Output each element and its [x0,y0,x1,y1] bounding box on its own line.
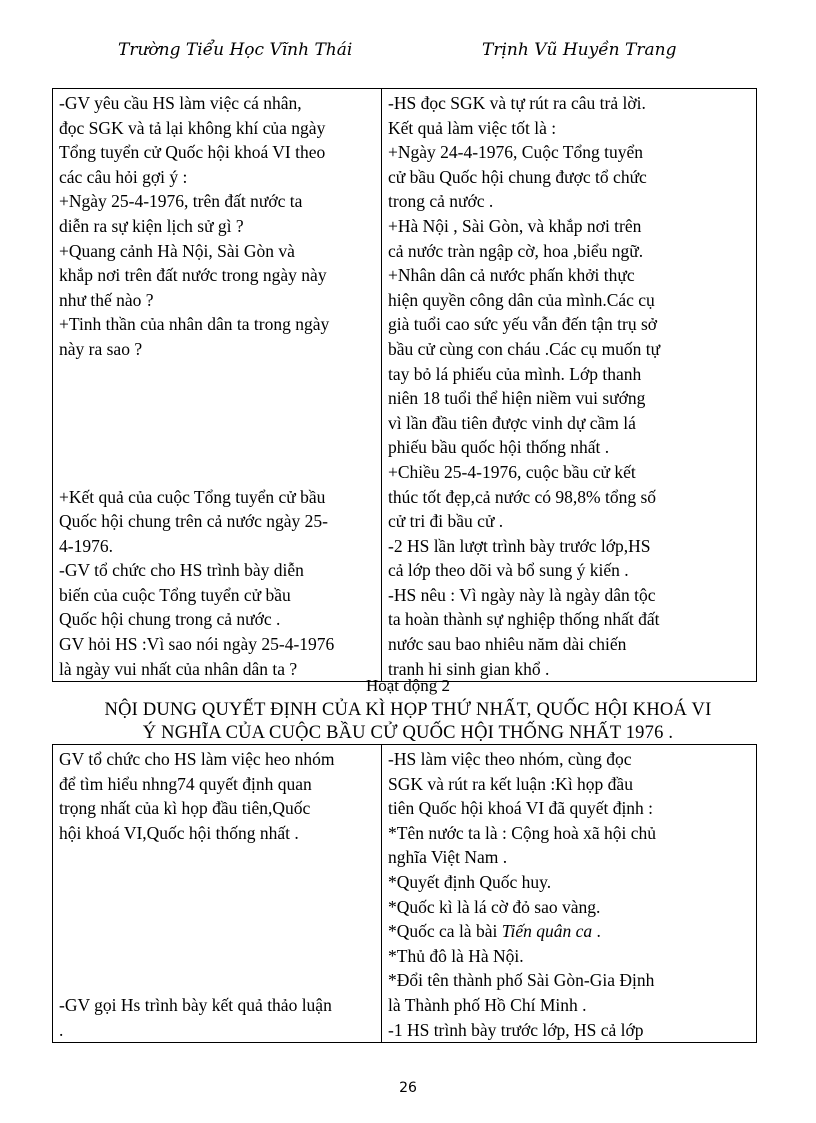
activity-title: NỘI DUNG QUYẾT ĐỊNH CỦA KÌ HỌP THỨ NHẤT, QUỐC HỘI KHOÁ VI [104,700,712,720]
text-line: cả nước tràn ngập cờ, hoa ,biểu ngữ. [388,240,644,261]
text-line: khắp nơi trên đất nước trong ngày này [59,265,327,286]
text-line: GV hỏi HS :Vì sao nói ngày 25-4-1976 [59,634,335,655]
text-line: GV tổ chức cho HS làm việc heo nhóm [59,749,335,769]
text-line: . [59,1019,64,1040]
text-line: -GV tổ chức cho HS trình bày diễn [59,560,304,581]
table-row [53,89,757,682]
blank-line [59,870,375,895]
text-line: là ngày vui nhất của nhân dân ta ? [59,658,298,679]
text-line: tranh hi sinh gian khổ . [388,658,550,679]
text-line: bầu cử cùng con cháu .Các cụ muốn tự [388,338,661,359]
text-line: đọc SGK và tả lại không khí của ngày [59,117,326,138]
song-title: Tiến quân ca [501,921,593,942]
text-line: ta hoàn thành sự nghiệp thống nhất đất [388,609,660,630]
text-line: *Quyết định Quốc huy. [388,871,552,892]
text-line: -1 HS trình bày trước lớp, HS cả lớp [388,1019,644,1040]
text-line: Quốc hội chung trên cả nước ngày 25- [59,511,329,532]
text-line: -HS làm việc theo nhóm, cùng đọc [388,749,632,769]
text-line: +Nhân dân cả nước phấn khởi thực [388,265,635,286]
text-line: là Thành phố Hồ Chí Minh . [388,994,587,1015]
blank-line [59,435,375,460]
lesson-table-activity-2 [52,744,757,1043]
text-line: +Ngày 24-4-1976, Cuộc Tổng tuyển [388,142,643,163]
text-line: -2 HS lần lượt trình bày trước lớp,HS [388,535,651,556]
text-line: các câu hỏi gợi ý : [59,166,188,187]
page-header [0,40,816,68]
text-line: 4-1976. [59,535,113,556]
text-line: -HS nêu : Vì ngày này là ngày dân tộc [388,584,656,605]
text-line: Quốc hội chung trong cả nước . [59,609,281,630]
text-line: phiếu bầu quốc hội thống nhất . [388,437,610,458]
text-line: *Quốc kì là lá cờ đỏ sao vàng. [388,896,601,917]
text-line: cử bầu Quốc hội chung được tổ chức [388,166,647,187]
text-prefix: *Quốc ca là bài [388,921,502,942]
blank-line [59,895,375,920]
blank-line [59,460,375,485]
text-line: cử tri đi bầu cử . [388,511,504,532]
text-line: +Ngày 25-4-1976, trên đất nước ta [59,191,303,212]
text-line [388,919,750,944]
student-activity-cell [382,89,757,682]
text-line: -HS đọc SGK và tự rút ra câu trả lời. [388,93,646,113]
activity-subtitle: Ý NGHĨA CỦA CUỘC BẦU CỬ QUỐC HỘI THỐNG NHẤT 1976 . [142,723,674,743]
text-line: nước sau bao nhiêu năm dài chiến [388,634,627,655]
text-line: biến của cuộc Tổng tuyển cử bầu [59,584,291,605]
text-line: +Hà Nội , Sài Gòn, và khắp nơi trên [388,215,642,236]
student-activity-cell [382,745,757,1043]
text-line: +Quang cảnh Hà Nội, Sài Gòn và [59,240,295,261]
text-line: *Đổi tên thành phố Sài Gòn-Gia Định [388,970,655,991]
blank-line [59,845,375,870]
text-line: +Chiều 25-4-1976, cuộc bầu cử kết [388,461,636,482]
text-line: +Tinh thần của nhân dân ta trong ngày [59,314,330,335]
text-line: niên 18 tuổi thể hiện niềm vui sướng [388,388,646,409]
text-line: diễn ra sự kiện lịch sử gì ? [59,215,244,236]
text-line: -GV yêu cầu HS làm việc cá nhân, [59,93,302,113]
blank-line [59,386,375,411]
table-row [53,745,757,1043]
blank-line [59,944,375,969]
blank-line [59,968,375,993]
text-line: vì lần đầu tiên được vinh dự cầm lá [388,412,636,433]
blank-line [59,411,375,436]
text-line: thúc tốt đẹp,cả nước có 98,8% tổng số [388,486,657,507]
text-line: này ra sao ? [59,338,143,359]
text-line: hội khoá VI,Quốc hội thống nhất . [59,822,299,843]
blank-line [59,919,375,944]
text-line: nghĩa Việt Nam . [388,847,508,868]
text-line: cả lớp theo dõi và bổ sung ý kiến . [388,560,629,581]
text-line: hiện quyền công dân của mình.Các cụ [388,289,655,310]
text-line: trong cả nước . [388,191,494,212]
activity-label: Hoạt động 2 [365,676,451,695]
text-line: Kết quả làm việc tốt là : [388,117,557,138]
text-line: *Tên nước ta là : Cộng hoà xã hội chủ [388,822,657,843]
text-line: trọng nhất của kì họp đầu tiên,Quốc [59,798,311,819]
text-line: SGK và rút ra kết luận :Kì họp đầu [388,773,633,794]
text-line: +Kết quả của cuộc Tổng tuyển cử bầu [59,486,326,507]
teacher-activity-cell [53,745,382,1043]
teacher-name: Trịnh Vũ Huyền Trang [482,40,677,60]
page-number: 26 [399,1080,417,1096]
text-line: Tổng tuyển cử Quốc hội khoá VI theo [59,142,326,163]
blank-line [59,362,375,387]
text-suffix: . [592,921,601,942]
text-line: *Thủ đô là Hà Nội. [388,945,524,966]
lesson-table-activity-1 [52,88,757,682]
teacher-activity-cell [53,89,382,682]
text-line: tiên Quốc hội khoá VI đã quyết định : [388,798,654,819]
school-name: Trường Tiểu Học Vĩnh Thái [118,40,353,60]
text-line: như thế nào ? [59,289,154,310]
text-line: già tuổi cao sức yếu vẫn đến tận trụ sở [388,314,658,335]
text-line: để tìm hiểu nhng74 quyết định quan [59,773,312,794]
text-line: tay bỏ lá phiếu của mình. Lớp thanh [388,363,642,384]
text-line: -GV gọi Hs trình bày kết quả thảo luận [59,994,332,1015]
